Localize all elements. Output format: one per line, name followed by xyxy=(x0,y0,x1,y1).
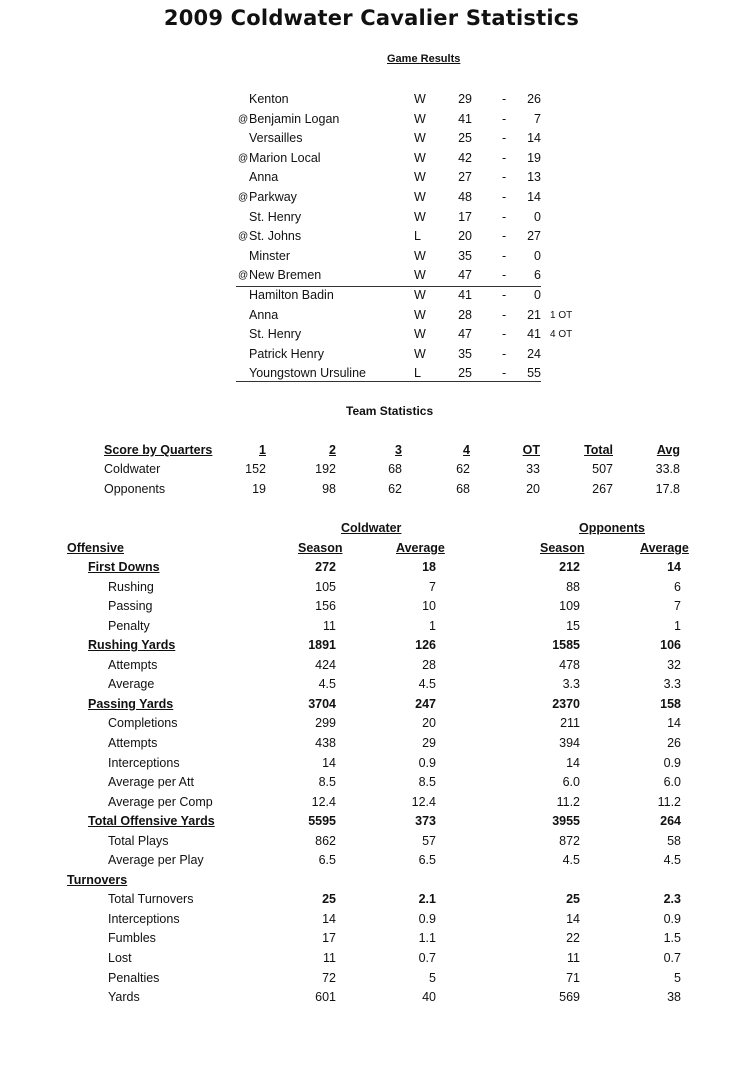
coldwater-group-header: Coldwater xyxy=(341,521,402,535)
game-result: W xyxy=(414,92,426,106)
game-coldwater-score: 35 xyxy=(458,248,472,263)
regular-season-divider xyxy=(236,286,541,287)
game-opponent: Parkway xyxy=(249,190,297,204)
opponents-season-value: 569 xyxy=(559,990,580,1005)
game-result: W xyxy=(414,346,426,361)
opponents-season-value: 22 xyxy=(566,931,580,946)
game-score-dash: - xyxy=(502,92,507,106)
stat-label: Attempts xyxy=(108,735,158,750)
game-score-dash: - xyxy=(502,307,507,322)
coldwater-average-value: 57 xyxy=(422,833,436,848)
game-opponent-score: 21 xyxy=(527,307,541,322)
stat-label: Average per Att xyxy=(108,775,194,790)
coldwater-average-value: 29 xyxy=(422,735,436,750)
game-coldwater-score: 48 xyxy=(458,190,472,204)
stat-label: Total Plays xyxy=(108,833,169,848)
game-opponent-score: 19 xyxy=(527,150,541,165)
game-score-dash: - xyxy=(502,111,507,126)
game-opponent: Youngstown Ursuline xyxy=(249,366,366,381)
opponents-average-value: 4.5 xyxy=(663,853,681,868)
game-score-dash: - xyxy=(502,346,507,361)
opponents-season-value: 394 xyxy=(559,735,580,750)
opponents-average-value: 26 xyxy=(667,735,681,750)
stat-label: Lost xyxy=(108,951,132,965)
game-opponent: New Bremen xyxy=(249,268,322,283)
coldwater-average-value: 18 xyxy=(422,560,436,574)
opponents-average-value: 1 xyxy=(674,618,681,633)
opponents-season-value: 2370 xyxy=(552,696,580,711)
game-coldwater-score: 47 xyxy=(458,327,472,342)
stat-label: Total Offensive Yards xyxy=(88,814,215,829)
quarter-header-3: 3 xyxy=(395,443,402,457)
coldwater-season-value: 6.5 xyxy=(318,853,336,868)
opponents-average-value: 6.0 xyxy=(663,775,681,790)
stat-label: Penalty xyxy=(108,618,150,633)
game-result: W xyxy=(414,170,426,185)
team-statistics-heading: Team Statistics xyxy=(346,404,434,418)
game-opponent-score: 0 xyxy=(534,248,541,263)
stat-label: Rushing Yards xyxy=(88,638,176,653)
coldwater-average-value: 0.9 xyxy=(418,755,436,770)
opponents-average-value: 11.2 xyxy=(657,794,681,809)
stat-label: Total Turnovers xyxy=(108,892,194,907)
coldwater-season-value: 601 xyxy=(315,990,336,1005)
stat-label: Yards xyxy=(108,990,140,1005)
coldwater-average-value: 5 xyxy=(429,970,436,985)
game-overtime-note: 1 OT xyxy=(550,309,573,321)
game-coldwater-score: 41 xyxy=(458,288,472,302)
game-result: W xyxy=(414,190,426,204)
game-opponent: Hamilton Badin xyxy=(249,288,334,302)
quarter-header-ot: OT xyxy=(522,443,540,457)
coldwater-season-value: 424 xyxy=(315,657,336,672)
stat-label: Turnovers xyxy=(67,872,128,887)
opponents-average-value: 6 xyxy=(674,579,681,594)
coldwater-average-value: 28 xyxy=(422,657,436,672)
opponents-season-value: 25 xyxy=(566,892,580,907)
stat-label: Attempts xyxy=(108,657,158,672)
game-result: L xyxy=(414,366,421,381)
quarters-value: 68 xyxy=(456,482,470,496)
coldwater-average-value: 247 xyxy=(415,696,436,711)
game-away-marker: @ xyxy=(238,192,249,203)
coldwater-average-value: 7 xyxy=(429,579,436,594)
game-away-marker: @ xyxy=(238,152,249,164)
opponents-season-value: 11 xyxy=(567,951,580,965)
opponents-season-value: 211 xyxy=(560,716,580,731)
game-score-dash: - xyxy=(502,131,507,146)
quarter-header-2: 2 xyxy=(329,443,336,457)
game-opponent: Minster xyxy=(249,248,290,263)
stat-label: Completions xyxy=(108,716,178,731)
quarters-team-name: Coldwater xyxy=(104,462,161,476)
game-result: W xyxy=(414,209,426,224)
opponents-group-header: Opponents xyxy=(579,521,645,535)
quarters-value: 33.8 xyxy=(655,462,680,476)
stat-label: Average per Comp xyxy=(108,794,213,809)
quarter-header-avg: Avg xyxy=(656,443,680,457)
quarters-value: 192 xyxy=(315,462,336,476)
coldwater-season-value: 862 xyxy=(315,833,336,848)
game-result: W xyxy=(414,327,426,342)
stat-label: Penalties xyxy=(108,970,160,985)
opponents-average-value: 14 xyxy=(667,716,681,731)
game-opponent-score: 41 xyxy=(527,327,541,342)
game-opponent: St. Johns xyxy=(249,229,302,244)
quarter-header-4: 4 xyxy=(463,443,470,457)
game-result: W xyxy=(414,131,426,146)
game-results-bottom-rule xyxy=(236,381,541,382)
game-opponent-score: 7 xyxy=(534,111,541,126)
coldwater-season-value: 25 xyxy=(322,892,336,907)
opponents-average-value: 14 xyxy=(667,560,681,574)
game-opponent: Kenton xyxy=(249,92,289,106)
game-opponent: St. Henry xyxy=(249,209,302,224)
game-score-dash: - xyxy=(502,190,507,204)
stat-label: Passing Yards xyxy=(88,696,174,711)
game-away-marker: @ xyxy=(238,270,249,282)
stat-label: Fumbles xyxy=(108,931,156,946)
game-score-dash: - xyxy=(502,288,507,302)
game-coldwater-score: 17 xyxy=(458,209,472,224)
quarters-value: 17.8 xyxy=(655,482,680,496)
game-away-marker: @ xyxy=(238,231,249,243)
opponents-average-value: 5 xyxy=(674,970,681,985)
coldwater-average-value: 1.1 xyxy=(418,931,436,946)
game-opponent-score: 55 xyxy=(527,366,541,381)
opponents-season-value: 212 xyxy=(559,560,580,574)
coldwater-season-value: 72 xyxy=(322,970,336,985)
opponents-average-value: 58 xyxy=(667,833,681,848)
game-coldwater-score: 25 xyxy=(458,131,472,146)
coldwater-season-value: 5595 xyxy=(308,814,336,829)
coldwater-season-value: 105 xyxy=(315,579,336,594)
quarters-value: 20 xyxy=(526,482,540,496)
game-coldwater-score: 27 xyxy=(458,170,472,185)
game-score-dash: - xyxy=(502,209,507,224)
game-coldwater-score: 35 xyxy=(458,346,472,361)
opponents-season-value: 109 xyxy=(559,599,580,614)
coldwater-season-value: 8.5 xyxy=(318,775,336,790)
game-opponent-score: 26 xyxy=(527,92,541,106)
coldwater-average-value: 40 xyxy=(422,990,436,1005)
opponents-season-value: 14 xyxy=(566,911,580,926)
game-result: W xyxy=(414,248,426,263)
quarters-value: 507 xyxy=(592,462,613,476)
coldwater-average-header: Average xyxy=(396,541,445,555)
stat-label: Interceptions xyxy=(108,755,180,770)
game-opponent-score: 6 xyxy=(534,268,541,283)
quarters-value: 19 xyxy=(252,482,266,496)
opponents-average-value: 38 xyxy=(667,990,681,1005)
game-opponent: Anna xyxy=(249,170,279,185)
game-opponent: Versailles xyxy=(249,131,303,146)
game-coldwater-score: 41 xyxy=(458,111,472,126)
game-coldwater-score: 47 xyxy=(458,268,472,283)
game-opponent-score: 27 xyxy=(527,229,541,244)
opponents-average-value: 7 xyxy=(674,599,681,614)
game-opponent-score: 13 xyxy=(527,170,541,185)
coldwater-average-value: 373 xyxy=(415,814,436,829)
coldwater-average-value: 1 xyxy=(429,618,436,633)
game-coldwater-score: 29 xyxy=(458,92,472,106)
opponents-season-value: 3.3 xyxy=(562,677,580,692)
coldwater-average-value: 4.5 xyxy=(418,677,436,692)
game-coldwater-score: 20 xyxy=(458,229,472,244)
game-score-dash: - xyxy=(502,170,507,185)
coldwater-average-value: 8.5 xyxy=(418,775,436,790)
page-title: 2009 Coldwater Cavalier Statistics xyxy=(163,6,580,30)
quarters-value: 267 xyxy=(592,482,613,496)
quarters-value: 68 xyxy=(388,462,402,476)
game-score-dash: - xyxy=(502,366,507,381)
opponents-average-value: 0.9 xyxy=(663,911,681,926)
stat-label: Average per Play xyxy=(108,853,204,868)
opponents-season-value: 1585 xyxy=(552,638,580,653)
coldwater-season-value: 4.5 xyxy=(318,677,336,692)
opponents-average-value: 1.5 xyxy=(663,931,681,946)
coldwater-season-value: 156 xyxy=(315,599,336,614)
game-score-dash: - xyxy=(502,327,507,342)
coldwater-average-value: 10 xyxy=(422,599,436,614)
game-coldwater-score: 42 xyxy=(458,150,472,165)
quarters-value: 98 xyxy=(322,482,336,496)
game-opponent: Benjamin Logan xyxy=(249,111,340,126)
opponents-season-value: 14 xyxy=(566,755,580,770)
opponents-season-value: 11.2 xyxy=(556,794,580,809)
offensive-header: Offensive xyxy=(67,541,124,555)
quarters-team-name: Opponents xyxy=(104,482,166,496)
game-overtime-note: 4 OT xyxy=(550,329,573,341)
opponents-season-value: 6.0 xyxy=(562,775,580,790)
coldwater-season-header: Season xyxy=(298,541,343,555)
stat-label: Average xyxy=(108,677,155,692)
game-score-dash: - xyxy=(502,268,507,283)
game-score-dash: - xyxy=(502,150,507,165)
coldwater-season-value: 17 xyxy=(322,931,336,946)
coldwater-season-value: 299 xyxy=(315,716,336,731)
opponents-season-value: 478 xyxy=(559,657,580,672)
game-opponent: Marion Local xyxy=(249,150,321,165)
opponents-season-value: 88 xyxy=(566,579,580,594)
game-opponent: St. Henry xyxy=(249,327,302,342)
stat-label: Interceptions xyxy=(108,911,180,926)
coldwater-average-value: 0.9 xyxy=(418,911,436,926)
game-result: W xyxy=(414,111,426,126)
opponents-average-value: 3.3 xyxy=(663,677,681,692)
opponents-average-value: 158 xyxy=(660,696,681,711)
score-by-quarters-label: Score by Quarters xyxy=(104,443,213,457)
opponents-average-value: 2.3 xyxy=(663,892,681,907)
coldwater-season-value: 14 xyxy=(322,911,336,926)
coldwater-season-value: 12.4 xyxy=(311,794,336,809)
game-score-dash: - xyxy=(502,229,507,244)
game-opponent-score: 0 xyxy=(534,209,541,224)
opponents-season-header: Season xyxy=(540,541,585,555)
opponents-average-value: 32 xyxy=(667,657,681,672)
game-away-marker: @ xyxy=(238,113,249,125)
game-result: W xyxy=(414,288,426,302)
coldwater-average-value: 20 xyxy=(422,716,436,731)
game-opponent-score: 14 xyxy=(527,131,541,146)
coldwater-season-value: 438 xyxy=(315,735,336,750)
coldwater-season-value: 3704 xyxy=(308,696,336,711)
opponents-average-value: 0.9 xyxy=(663,755,681,770)
coldwater-average-value: 12.4 xyxy=(411,794,436,809)
game-opponent: Anna xyxy=(249,307,279,322)
opponents-average-value: 0.7 xyxy=(663,951,681,965)
game-score-dash: - xyxy=(502,248,507,263)
coldwater-season-value: 11 xyxy=(323,618,336,633)
opponents-season-value: 15 xyxy=(566,618,580,633)
opponents-season-value: 3955 xyxy=(552,814,580,829)
stat-label: First Downs xyxy=(88,560,160,574)
quarters-value: 33 xyxy=(526,462,540,476)
game-opponent-score: 0 xyxy=(534,288,541,302)
game-result: W xyxy=(414,268,426,283)
opponents-average-value: 106 xyxy=(660,638,681,653)
opponents-season-value: 4.5 xyxy=(562,853,580,868)
coldwater-average-value: 0.7 xyxy=(418,951,436,965)
coldwater-season-value: 272 xyxy=(315,560,336,574)
quarters-value: 62 xyxy=(388,482,402,496)
game-opponent-score: 14 xyxy=(527,190,541,204)
game-opponent-score: 24 xyxy=(527,346,541,361)
coldwater-average-value: 2.1 xyxy=(418,892,436,907)
stat-label: Passing xyxy=(108,599,153,614)
game-opponent: Patrick Henry xyxy=(249,346,325,361)
opponents-average-header: Average xyxy=(640,541,689,555)
quarter-header-1: 1 xyxy=(259,443,266,457)
opponents-season-value: 872 xyxy=(559,833,580,848)
coldwater-season-value: 1891 xyxy=(308,638,336,653)
coldwater-average-value: 126 xyxy=(415,638,436,653)
opponents-season-value: 71 xyxy=(566,970,580,985)
game-result: L xyxy=(414,229,421,244)
game-coldwater-score: 25 xyxy=(458,366,472,381)
quarters-value: 62 xyxy=(456,462,470,476)
game-coldwater-score: 28 xyxy=(458,307,472,322)
quarters-value: 152 xyxy=(245,462,266,476)
game-results-heading: Game Results xyxy=(387,53,461,65)
coldwater-season-value: 11 xyxy=(323,951,336,965)
coldwater-average-value: 6.5 xyxy=(418,853,436,868)
coldwater-season-value: 14 xyxy=(322,755,336,770)
game-result: W xyxy=(414,307,426,322)
quarter-header-total: Total xyxy=(584,443,613,457)
opponents-average-value: 264 xyxy=(660,814,681,829)
stat-label: Rushing xyxy=(108,579,154,594)
game-result: W xyxy=(414,150,426,165)
